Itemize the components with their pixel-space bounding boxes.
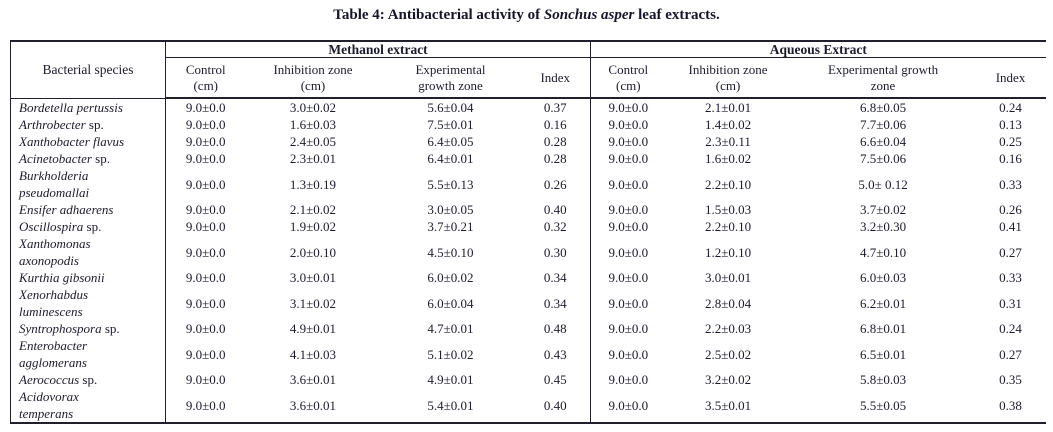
methanol-index-cell: 0.16 xyxy=(521,116,591,133)
methanol-group-header: Methanol extract xyxy=(166,41,591,58)
aqueous-growth-cell: 5.8±0.03 xyxy=(859,372,907,387)
header-line: Index xyxy=(995,69,1026,85)
aqueous-control-cell: 9.0±0.0 xyxy=(608,219,649,234)
aqueous-inhibition-cell: 3.2±0.02 xyxy=(704,372,752,387)
antibacterial-activity-table xyxy=(10,40,1046,424)
methanol-growth-cell: 6.4±0.01 xyxy=(427,151,474,166)
aqueous-inhibition-cell: 3.0±0.01 xyxy=(704,270,752,285)
aqueous-growth-cell: 5.0± 0.12 xyxy=(858,176,908,192)
methanol-growth-cell: 5.1±0.02 xyxy=(427,346,474,362)
methanol-control-cell: 9.0±0.0 xyxy=(185,117,226,132)
species-column-header: Bacterial species xyxy=(11,41,166,98)
species-name: Xanthomonas xyxy=(19,236,91,251)
species-name: Enterobacter xyxy=(19,338,88,353)
species-cell xyxy=(11,371,166,388)
species-name: Xenorhabdus xyxy=(19,287,89,302)
aqueous-inhibition-cell: 1.6±0.02 xyxy=(704,151,752,166)
methanol-control-cell: 9.0±0.0 xyxy=(185,134,226,149)
table-row xyxy=(11,371,1046,388)
species-name: Oscillospira xyxy=(19,219,84,234)
header-line: Experimental growth xyxy=(827,61,939,77)
species-suffix: sp. xyxy=(83,219,102,234)
aqueous-index-cell: 0.41 xyxy=(999,219,1022,234)
species-name-line2: axonopodis xyxy=(19,253,79,268)
table-row xyxy=(11,337,1046,371)
aqueous-growth-header xyxy=(791,58,976,99)
aqueous-index-cell: 0.24 xyxy=(999,321,1022,336)
aqueous-control-cell: 9.0±0.0 xyxy=(608,151,649,166)
caption-prefix: Table 4: Antibacterial activity of xyxy=(333,7,544,23)
aqueous-control-cell: 9.0±0.0 xyxy=(608,397,649,413)
species-name: Aerococcus xyxy=(19,372,80,387)
aqueous-control-cell: 9.0±0.0 xyxy=(608,202,649,217)
methanol-control-header xyxy=(166,58,246,99)
header-line: (cm) xyxy=(715,77,741,93)
aqueous-inhibition-cell: 1.2±0.10 xyxy=(704,244,752,260)
methanol-growth-cell: 5.5±0.13 xyxy=(427,176,474,192)
aqueous-index-cell: 0.27 xyxy=(999,346,1022,362)
table-row xyxy=(11,320,1046,337)
species-cell xyxy=(11,116,166,133)
species-cell xyxy=(11,167,166,201)
methanol-control-cell: 9.0±0.0 xyxy=(185,151,226,166)
methanol-inhibition-cell: 1.3±0.19 xyxy=(289,176,337,192)
species-name: Syntrophospora xyxy=(19,321,102,336)
aqueous-index-cell: 0.35 xyxy=(999,372,1022,387)
species-name-line2: pseudomallai xyxy=(19,185,90,200)
aqueous-growth-cell: 7.5±0.06 xyxy=(859,151,907,166)
header-line: (cm) xyxy=(300,77,326,93)
table-body xyxy=(11,98,1046,423)
methanol-growth-cell: 5.6±0.04 xyxy=(427,100,474,115)
species-name: Bordetella pertussis xyxy=(19,99,123,115)
aqueous-growth-cell: 6.0±0.03 xyxy=(859,270,907,285)
species-cell xyxy=(11,235,166,269)
aqueous-inhibition-cell: 1.5±0.03 xyxy=(704,202,752,217)
methanol-growth-cell: 6.4±0.05 xyxy=(427,134,474,149)
methanol-index-cell: 0.45 xyxy=(521,371,591,388)
aqueous-inhibition-cell: 2.2±0.10 xyxy=(704,219,752,234)
header-line: (cm) xyxy=(193,77,219,93)
header-line: Inhibition zone xyxy=(273,61,353,77)
aqueous-inhibition-cell: 2.2±0.10 xyxy=(704,176,752,192)
header-line: (cm) xyxy=(616,77,641,93)
methanol-growth-header xyxy=(381,58,521,99)
methanol-growth-cell: 6.0±0.04 xyxy=(427,295,474,311)
species-name: Xanthobacter flavus xyxy=(19,134,125,149)
species-cell xyxy=(11,286,166,320)
species-name-line2: temperans xyxy=(19,406,74,421)
aqueous-growth-cell: 5.5±0.05 xyxy=(859,397,907,413)
methanol-growth-cell: 5.4±0.01 xyxy=(427,397,474,413)
methanol-inhibition-cell: 3.6±0.01 xyxy=(289,397,337,413)
methanol-inhibition-cell: 1.6±0.03 xyxy=(289,117,337,132)
methanol-inhibition-cell: 2.4±0.05 xyxy=(289,134,337,149)
aqueous-growth-cell: 6.8±0.05 xyxy=(859,100,907,115)
methanol-inhibition-cell: 3.1±0.02 xyxy=(289,295,337,311)
species-cell xyxy=(11,320,166,337)
header-line: Inhibition zone xyxy=(688,61,768,77)
aqueous-index-cell: 0.31 xyxy=(999,295,1022,311)
methanol-control-cell: 9.0±0.0 xyxy=(185,295,226,311)
methanol-index-cell: 0.34 xyxy=(521,286,591,320)
methanol-growth-cell: 7.5±0.01 xyxy=(427,117,474,132)
header-line: zone xyxy=(870,77,896,93)
species-name: Burkholderia xyxy=(19,168,89,183)
methanol-inhibition-cell: 2.3±0.01 xyxy=(289,151,337,166)
aqueous-index-cell: 0.33 xyxy=(999,176,1022,192)
methanol-index-cell: 0.48 xyxy=(521,320,591,337)
species-name: Arthrobecter xyxy=(19,117,86,132)
table-row xyxy=(11,218,1046,235)
aqueous-growth-cell: 6.2±0.01 xyxy=(859,295,907,311)
methanol-index-cell: 0.28 xyxy=(521,150,591,167)
methanol-growth-cell: 3.7±0.21 xyxy=(427,219,474,234)
header-line: Control xyxy=(608,61,649,77)
methanol-inhibition-cell: 4.1±0.03 xyxy=(289,346,337,362)
methanol-growth-cell: 3.0±0.05 xyxy=(427,202,474,217)
aqueous-inhibition-cell: 3.5±0.01 xyxy=(704,397,752,413)
methanol-inhibition-cell: 2.1±0.02 xyxy=(289,202,337,217)
methanol-inhibition-header xyxy=(246,58,381,99)
aqueous-control-cell: 9.0±0.0 xyxy=(608,372,649,387)
aqueous-index-cell: 0.13 xyxy=(999,117,1022,132)
methanol-growth-cell: 4.7±0.01 xyxy=(427,321,474,336)
table-row xyxy=(11,235,1046,269)
aqueous-control-header xyxy=(591,58,666,99)
methanol-index-cell: 0.40 xyxy=(521,388,591,423)
aqueous-control-cell: 9.0±0.0 xyxy=(608,176,649,192)
methanol-index-cell: 0.30 xyxy=(521,235,591,269)
methanol-index-cell: 0.28 xyxy=(521,133,591,150)
species-suffix: sp. xyxy=(101,321,120,336)
methanol-inhibition-cell: 2.0±0.10 xyxy=(289,244,337,260)
methanol-growth-cell: 6.0±0.02 xyxy=(427,270,474,285)
header-line: growth zone xyxy=(418,77,483,93)
header-line: Index xyxy=(540,69,571,85)
species-name: Kurthia gibsonii xyxy=(19,270,105,285)
aqueous-index-cell: 0.25 xyxy=(999,134,1022,149)
species-name: Acidovorax xyxy=(19,389,79,404)
methanol-control-cell: 9.0±0.0 xyxy=(185,270,226,285)
aqueous-inhibition-cell: 2.2±0.03 xyxy=(704,321,752,336)
table-row xyxy=(11,98,1046,116)
aqueous-index-cell: 0.24 xyxy=(999,100,1022,115)
caption-species-italic: Sonchus asper xyxy=(543,7,635,23)
species-cell xyxy=(11,133,166,150)
header-line: Experimental xyxy=(415,61,486,77)
species-suffix: sp. xyxy=(79,372,98,387)
methanol-index-cell: 0.32 xyxy=(521,218,591,235)
table-row xyxy=(11,388,1046,423)
aqueous-growth-cell: 6.8±0.01 xyxy=(859,321,907,336)
aqueous-inhibition-header xyxy=(666,58,791,99)
aqueous-index-cell: 0.16 xyxy=(999,151,1022,166)
aqueous-growth-cell: 3.7±0.02 xyxy=(859,202,907,217)
species-cell xyxy=(11,201,166,218)
table-caption xyxy=(0,7,1053,24)
species-name-line2: agglomerans xyxy=(19,355,87,370)
species-name: Ensifer adhaerens xyxy=(19,202,114,217)
methanol-index-cell: 0.40 xyxy=(521,201,591,218)
methanol-inhibition-cell: 4.9±0.01 xyxy=(289,321,337,336)
methanol-control-cell: 9.0±0.0 xyxy=(185,100,226,115)
species-suffix: sp. xyxy=(91,151,110,166)
aqueous-control-cell: 9.0±0.0 xyxy=(608,134,649,149)
aqueous-growth-cell: 7.7±0.06 xyxy=(859,117,907,132)
aqueous-control-cell: 9.0±0.0 xyxy=(608,100,649,115)
table-row xyxy=(11,201,1046,218)
aqueous-inhibition-cell: 2.1±0.01 xyxy=(704,100,752,115)
methanol-control-cell: 9.0±0.0 xyxy=(185,202,226,217)
aqueous-inhibition-cell: 2.5±0.02 xyxy=(704,346,752,362)
sub-header-row xyxy=(11,58,1046,99)
aqueous-control-cell: 9.0±0.0 xyxy=(608,346,649,362)
species-cell xyxy=(11,98,166,116)
aqueous-control-cell: 9.0±0.0 xyxy=(608,244,649,260)
aqueous-control-cell: 9.0±0.0 xyxy=(608,117,649,132)
aqueous-control-cell: 9.0±0.0 xyxy=(608,321,649,336)
methanol-index-header xyxy=(521,58,591,99)
aqueous-index-cell: 0.27 xyxy=(999,244,1022,260)
table-row xyxy=(11,133,1046,150)
table-row xyxy=(11,286,1046,320)
species-cell xyxy=(11,218,166,235)
methanol-inhibition-cell: 3.0±0.02 xyxy=(289,100,337,115)
methanol-control-cell: 9.0±0.0 xyxy=(185,176,226,192)
methanol-control-cell: 9.0±0.0 xyxy=(185,321,226,336)
aqueous-growth-cell: 6.6±0.04 xyxy=(859,134,907,149)
methanol-control-cell: 9.0±0.0 xyxy=(185,244,226,260)
species-cell xyxy=(11,150,166,167)
methanol-control-cell: 9.0±0.0 xyxy=(185,397,226,413)
aqueous-index-cell: 0.38 xyxy=(999,397,1022,413)
species-cell xyxy=(11,269,166,286)
methanol-index-cell: 0.43 xyxy=(521,337,591,371)
header-line: Control xyxy=(185,61,226,77)
group-header-row xyxy=(11,41,1046,58)
aqueous-control-cell: 9.0±0.0 xyxy=(608,270,649,285)
species-name-line2: luminescens xyxy=(19,304,83,319)
methanol-control-cell: 9.0±0.0 xyxy=(185,372,226,387)
aqueous-inhibition-cell: 2.8±0.04 xyxy=(704,295,752,311)
aqueous-growth-cell: 3.2±0.30 xyxy=(859,219,907,234)
species-cell xyxy=(11,388,166,423)
aqueous-group-header: Aqueous Extract xyxy=(591,41,1046,58)
table-row xyxy=(11,116,1046,133)
methanol-inhibition-cell: 1.9±0.02 xyxy=(289,219,337,234)
methanol-inhibition-cell: 3.0±0.01 xyxy=(289,270,337,285)
methanol-control-cell: 9.0±0.0 xyxy=(185,219,226,234)
aqueous-inhibition-cell: 1.4±0.02 xyxy=(704,117,752,132)
aqueous-control-cell: 9.0±0.0 xyxy=(608,295,649,311)
methanol-control-cell: 9.0±0.0 xyxy=(185,346,226,362)
aqueous-inhibition-cell: 2.3±0.11 xyxy=(705,134,751,149)
species-suffix: sp. xyxy=(85,117,104,132)
methanol-growth-cell: 4.5±0.10 xyxy=(427,244,474,260)
species-name: Acinetobacter xyxy=(19,151,92,166)
aqueous-growth-cell: 6.5±0.01 xyxy=(859,346,907,362)
aqueous-index-cell: 0.26 xyxy=(999,202,1022,217)
methanol-growth-cell: 4.9±0.01 xyxy=(427,372,474,387)
aqueous-growth-cell: 4.7±0.10 xyxy=(859,244,907,260)
methanol-inhibition-cell: 3.6±0.01 xyxy=(289,372,337,387)
methanol-index-cell: 0.34 xyxy=(521,269,591,286)
table-row xyxy=(11,150,1046,167)
caption-suffix: leaf extracts. xyxy=(634,7,720,23)
aqueous-index-cell: 0.33 xyxy=(999,270,1022,285)
methanol-index-cell: 0.26 xyxy=(521,167,591,201)
table-row xyxy=(11,269,1046,286)
methanol-index-cell: 0.37 xyxy=(521,98,591,116)
aqueous-index-header xyxy=(976,58,1046,99)
species-cell xyxy=(11,337,166,371)
table-row xyxy=(11,167,1046,201)
